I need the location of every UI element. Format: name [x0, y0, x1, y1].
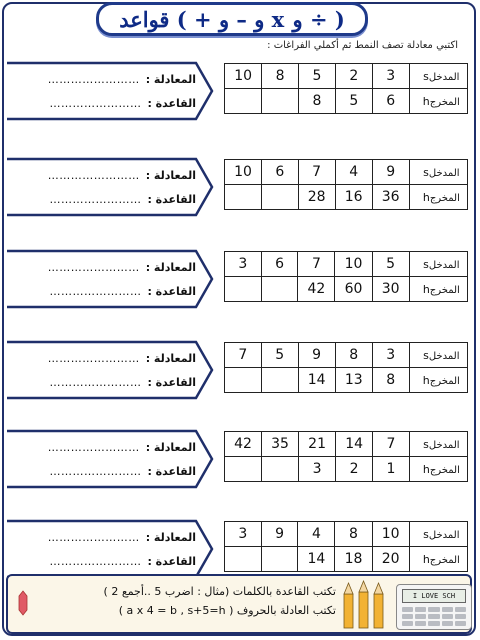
exercise-section [6, 425, 472, 493]
input-cell[interactable]: 7 [225, 343, 262, 368]
output-cell[interactable] [225, 185, 262, 210]
equation-blank[interactable]: …………………… [47, 530, 140, 544]
calculator-keys [402, 607, 466, 626]
equation-label: المعادلة : [145, 440, 196, 454]
output-cell[interactable]: 3 [299, 457, 336, 482]
input-cell[interactable]: 3 [225, 522, 262, 547]
footer-note-box [6, 574, 472, 634]
rule-line [18, 459, 196, 483]
equation-blank[interactable]: …………………… [47, 72, 140, 86]
input-cell[interactable]: 8 [262, 64, 299, 89]
input-cell[interactable]: 21 [299, 432, 336, 457]
equation-blank[interactable]: …………………… [47, 440, 140, 454]
output-label-cell [409, 185, 467, 210]
input-label-cell [409, 252, 467, 277]
input-symbol: s [423, 527, 429, 541]
output-symbol: h [422, 552, 430, 566]
rule-label: القاعدة : [147, 192, 196, 206]
calculator-icon [396, 584, 472, 630]
output-cell[interactable] [262, 457, 299, 482]
output-cell[interactable] [261, 277, 298, 302]
rule-blank[interactable]: …………………… [49, 96, 142, 110]
output-label: المخرج [429, 284, 460, 296]
input-cell[interactable]: 3 [225, 252, 262, 277]
rule-label: القاعدة : [147, 464, 196, 478]
pen-icon [18, 590, 28, 616]
output-row [225, 457, 468, 482]
output-cell[interactable]: 1 [373, 457, 410, 482]
output-label-cell [409, 89, 467, 114]
input-cell[interactable]: 4 [335, 160, 372, 185]
input-label: المدخل [428, 529, 460, 541]
input-cell[interactable]: 35 [262, 432, 299, 457]
output-cell[interactable]: 8 [372, 368, 409, 393]
input-cell[interactable]: 42 [225, 432, 262, 457]
input-cell[interactable]: 10 [225, 160, 262, 185]
output-row [225, 89, 468, 114]
output-cell[interactable]: 2 [336, 457, 373, 482]
output-cell[interactable]: 14 [298, 368, 335, 393]
exercise-section [6, 245, 472, 313]
output-cell[interactable]: 16 [335, 185, 372, 210]
input-cell[interactable]: 10 [335, 252, 372, 277]
output-label: المخرج [429, 96, 460, 108]
rule-line [18, 187, 196, 211]
input-cell[interactable]: 14 [336, 432, 373, 457]
output-label-cell [409, 368, 467, 393]
input-label-cell [409, 522, 467, 547]
equation-label: المعادلة : [145, 351, 196, 365]
rule-blank[interactable]: …………………… [49, 464, 142, 478]
pattern-table [224, 342, 468, 393]
rule-line [18, 549, 196, 573]
input-cell[interactable]: 10 [225, 64, 262, 89]
equation-label: المعادلة : [145, 530, 196, 544]
rule-line [18, 370, 196, 394]
input-row [225, 343, 468, 368]
output-cell[interactable] [225, 277, 262, 302]
input-cell[interactable]: 7 [298, 160, 335, 185]
input-cell[interactable]: 9 [261, 522, 298, 547]
equation-line [18, 525, 196, 549]
input-cell[interactable]: 3 [372, 64, 409, 89]
input-label: المدخل [428, 439, 460, 451]
output-cell[interactable]: 13 [335, 368, 372, 393]
rule-label: القاعدة : [147, 284, 196, 298]
output-cell[interactable]: 18 [335, 547, 372, 572]
equation-blank[interactable]: …………………… [47, 168, 140, 182]
input-label-cell [409, 160, 467, 185]
exercise-section [6, 57, 472, 125]
input-cell[interactable]: 6 [261, 252, 298, 277]
output-cell[interactable] [261, 368, 298, 393]
output-label-cell [409, 547, 467, 572]
rule-line [18, 91, 196, 115]
input-cell[interactable]: 10 [372, 522, 409, 547]
answer-lines [18, 67, 196, 115]
input-symbol: s [423, 348, 429, 362]
answer-lines [18, 346, 196, 394]
output-symbol: h [422, 190, 430, 204]
output-cell[interactable]: 30 [372, 277, 409, 302]
output-label: المخرج [429, 192, 460, 204]
input-cell[interactable]: 9 [298, 343, 335, 368]
output-cell[interactable] [225, 89, 262, 114]
rule-blank[interactable]: …………………… [49, 284, 142, 298]
pattern-table [224, 159, 468, 210]
answer-lines [18, 525, 196, 573]
output-symbol: h [422, 94, 430, 108]
footer-line-1: تكتب القاعدة بالكلمات (مثال : اضرب 5 ..أجمع 2 ) [103, 585, 336, 598]
input-cell[interactable]: 2 [335, 64, 372, 89]
input-label-cell [409, 432, 467, 457]
input-label-cell [409, 343, 467, 368]
exercise-section [6, 336, 472, 404]
rule-blank[interactable]: …………………… [49, 554, 142, 568]
output-label-cell [409, 277, 467, 302]
input-row [225, 160, 468, 185]
rule-label: القاعدة : [147, 375, 196, 389]
input-row [225, 432, 468, 457]
footer-note [44, 582, 336, 620]
exercise-section [6, 153, 472, 221]
page-title: قواعد ( + و – و x و ÷ ) [119, 6, 345, 32]
output-label: المخرج [429, 554, 460, 566]
input-label: المدخل [428, 259, 460, 271]
input-symbol: s [423, 257, 429, 271]
input-label: المدخل [428, 71, 460, 83]
exercise-section [6, 515, 472, 583]
output-cell[interactable] [261, 547, 298, 572]
rule-line [18, 279, 196, 303]
output-label: المخرج [429, 464, 460, 476]
equation-line [18, 163, 196, 187]
input-row [225, 64, 468, 89]
output-cell[interactable] [225, 547, 262, 572]
footer-line-2: تكتب العادلة بالحروف ( a x 4 = b , s+5=h ) [118, 604, 336, 617]
output-row [225, 277, 468, 302]
rule-blank[interactable]: …………………… [49, 192, 142, 206]
output-cell[interactable]: 6 [372, 89, 409, 114]
input-label-cell [409, 64, 467, 89]
input-cell[interactable]: 7 [298, 252, 335, 277]
pattern-table [224, 251, 468, 302]
input-cell[interactable]: 9 [372, 160, 409, 185]
output-symbol: h [422, 373, 430, 387]
equation-line [18, 67, 196, 91]
input-cell[interactable]: 3 [372, 343, 409, 368]
output-cell[interactable]: 42 [298, 277, 335, 302]
equation-label: المعادلة : [145, 260, 196, 274]
input-symbol: s [423, 69, 429, 83]
output-cell[interactable]: 5 [335, 89, 372, 114]
equation-blank[interactable]: …………………… [47, 351, 140, 365]
output-row [225, 547, 468, 572]
input-cell[interactable]: 6 [262, 160, 299, 185]
calculator-screen: I LOVE SCH [402, 589, 466, 603]
output-symbol: h [422, 282, 430, 296]
output-symbol: h [422, 462, 430, 476]
output-cell[interactable]: 60 [335, 277, 372, 302]
answer-lines [18, 163, 196, 211]
instruction-text: اكتبي معادلة تصف النمط ثم أكملي الفراغات : [267, 40, 458, 51]
input-label: المدخل [428, 167, 460, 179]
rule-blank[interactable]: …………………… [49, 375, 142, 389]
output-cell[interactable] [225, 368, 262, 393]
input-cell[interactable]: 5 [261, 343, 298, 368]
output-label-cell [409, 457, 467, 482]
input-cell[interactable]: 8 [335, 343, 372, 368]
pattern-table [224, 431, 468, 482]
output-cell[interactable]: 8 [299, 89, 336, 114]
output-cell[interactable] [262, 185, 299, 210]
equation-blank[interactable]: …………………… [47, 260, 140, 274]
equation-line [18, 346, 196, 370]
answer-lines [18, 255, 196, 303]
output-cell[interactable]: 36 [372, 185, 409, 210]
output-cell[interactable]: 20 [372, 547, 409, 572]
output-cell[interactable]: 14 [298, 547, 335, 572]
input-row [225, 252, 468, 277]
output-label: المخرج [429, 375, 460, 387]
input-row [225, 522, 468, 547]
equation-line [18, 255, 196, 279]
title-banner [96, 2, 368, 36]
input-cell[interactable]: 5 [299, 64, 336, 89]
equation-line [18, 435, 196, 459]
rule-label: القاعدة : [147, 554, 196, 568]
equation-label: المعادلة : [145, 168, 196, 182]
answer-lines [18, 435, 196, 483]
input-label: المدخل [428, 350, 460, 362]
output-row [225, 368, 468, 393]
output-row [225, 185, 468, 210]
input-symbol: s [423, 165, 429, 179]
input-cell[interactable]: 7 [373, 432, 410, 457]
output-cell[interactable] [225, 457, 262, 482]
pattern-table [224, 521, 468, 572]
pattern-table [224, 63, 468, 114]
equation-label: المعادلة : [145, 72, 196, 86]
input-symbol: s [423, 437, 429, 451]
input-cell[interactable]: 8 [335, 522, 372, 547]
output-cell[interactable]: 28 [298, 185, 335, 210]
input-cell[interactable]: 5 [372, 252, 409, 277]
rule-label: القاعدة : [147, 96, 196, 110]
pencils-icon [338, 580, 390, 630]
input-cell[interactable]: 4 [298, 522, 335, 547]
output-cell[interactable] [262, 89, 299, 114]
